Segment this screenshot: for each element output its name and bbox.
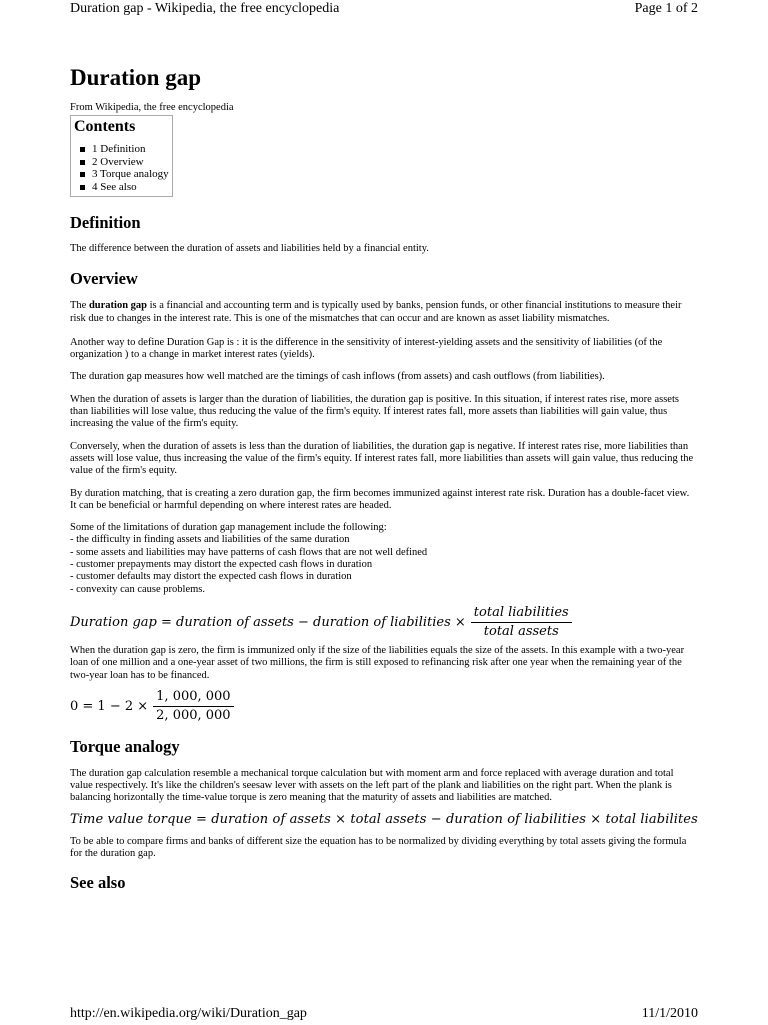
- heading-definition: Definition: [70, 213, 141, 232]
- formula-time-value-torque: Time value torque = duration of assets × total assets − duration of liabilities × total liabilites: [70, 811, 698, 827]
- print-header: [70, 0, 698, 20]
- overview-paragraph-6: By duration matching, that is creating a zero duration gap, the firm becomes immunized against interest rate risk. Duration has a double-facet view. It can be beneficial or harmful depending on where interest rates are headed.: [70, 487, 690, 511]
- fraction-denominator: total assets: [483, 623, 559, 639]
- heading-torque-analogy: Torque analogy: [70, 736, 180, 756]
- toc-item-definition[interactable]: 1 Definition: [92, 143, 169, 156]
- fraction-denominator: 2, 000, 000: [156, 707, 231, 723]
- footer-url[interactable]: http://en.wikipedia.org/wiki/Duration_gap: [70, 1006, 307, 1021]
- header-page-number: Page 1 of 2: [634, 1, 698, 16]
- formula-zero-gap-lhs: 0 = 1 − 2 ×: [70, 698, 149, 714]
- formula-zero-gap-example: [70, 689, 698, 724]
- limitation-item: - customer defaults may distort the expected cash flows in duration: [70, 571, 352, 583]
- limitations-block: [70, 522, 698, 596]
- footer-date: 11/1/2010: [641, 1006, 698, 1021]
- overview-paragraph-1: [70, 300, 698, 325]
- print-footer: [70, 1005, 698, 1025]
- limitation-item: - customer prepayments may distort the expected cash flows in duration: [70, 559, 373, 571]
- overview-paragraph-4: When the duration of assets is larger than the duration of liabilities, the duration gap is positive. In this situation, if interest rates rise, more assets than liabilities will lose value, thus reducing the value of the firm's equity. If interest rates fall, more assets than liabilities will gain value, thus increasing the value of the firm's equity.: [70, 393, 679, 430]
- fraction-numerator: total liabilities: [471, 605, 572, 623]
- formula-duration-gap-lhs: Duration gap = duration of assets − duration of liabilities ×: [70, 614, 466, 630]
- heading-see-also: See also: [70, 873, 126, 893]
- overview-paragraph-2: Another way to define Duration Gap is : it is the difference in the sensitivity of interest-yielding assets and the sensitivity of liabilities (of the organization ) to a change in market interest rates (yields).: [70, 336, 663, 361]
- limitations-intro: Some of the limitations of duration gap management include the following:: [70, 522, 387, 534]
- toc-list: [74, 143, 169, 193]
- overview-paragraph-5: Conversely, when the duration of assets is less than the duration of liabilities, the duration gap is negative. If interest rates rise, more liabilities than assets will lose value, thus increasing the value of the firm's equity. If interest rates fall, more liabilities than assets will gain value, thus reducing the value of the firm's equity.: [70, 440, 694, 477]
- overview-paragraph-3: The duration gap measures how well matched are the timings of cash inflows (from assets) and cash outflows (from liabilities).: [70, 371, 605, 383]
- limitation-item: - the difficulty in finding assets and liabilities of the same duration: [70, 534, 350, 546]
- site-subtitle: From Wikipedia, the free encyclopedia: [70, 102, 234, 113]
- page-title: Duration gap: [70, 65, 201, 90]
- fraction-numerator: 1, 000, 000: [153, 689, 233, 707]
- toc-item-torque-analogy[interactable]: 3 Torque analogy: [92, 168, 169, 180]
- table-of-contents: [70, 115, 173, 197]
- toc-item-overview[interactable]: 2 Overview: [92, 156, 169, 169]
- limitation-item: - convexity can cause problems.: [70, 583, 205, 595]
- torque-paragraph-1: The duration gap calculation resemble a mechanical torque calculation but with moment arm and force replaced with average duration and total value respectively. It's like the children's seesaw lever with assets on the left part of the plank and liabilities on the right part. When the plank is balancing horizontally the time-value torque is zero meaning that the maturity of assets and liabilities are matched.: [70, 767, 674, 804]
- overview-p1-pre: The: [70, 300, 89, 312]
- overview-paragraph-7: When the duration gap is zero, the firm is immunized only if the size of the liabilities equals the size of the assets. In this example with a two-year loan of one million and a one-year asset of two millions, the firm is still exposed to refinancing risk after one year when the remaining year of the two-year loan has to be financed.: [70, 644, 685, 681]
- torque-paragraph-2: To be able to compare firms and banks of different size the equation has to be normalized by dividing everything by total assets giving the formula for the duration gap.: [70, 835, 687, 860]
- formula-duration-gap-fraction: [471, 605, 572, 640]
- toc-item-see-also[interactable]: 4 See also: [92, 181, 169, 194]
- toc-title: Contents: [74, 118, 136, 135]
- term-duration-gap: duration gap: [88, 300, 148, 312]
- formula-zero-gap-fraction: [153, 689, 233, 724]
- formula-duration-gap: [70, 605, 698, 640]
- article-content: [70, 62, 698, 894]
- definition-text: The difference between the duration of assets and liabilities held by a financial entity.: [70, 243, 429, 254]
- limitation-item: - some assets and liabilities may have patterns of cash flows that are not well defined: [70, 546, 428, 558]
- heading-overview: Overview: [70, 269, 138, 289]
- header-page-title: Duration gap - Wikipedia, the free encyclopedia: [70, 1, 340, 16]
- overview-p1-post: is a financial and accounting term and is typically used by banks, pension funds, or other financial institutions to measure their risk due to changes in the interest rate. This is one of the mismatches that can occur and are known as asset liability mismatches.: [70, 300, 682, 324]
